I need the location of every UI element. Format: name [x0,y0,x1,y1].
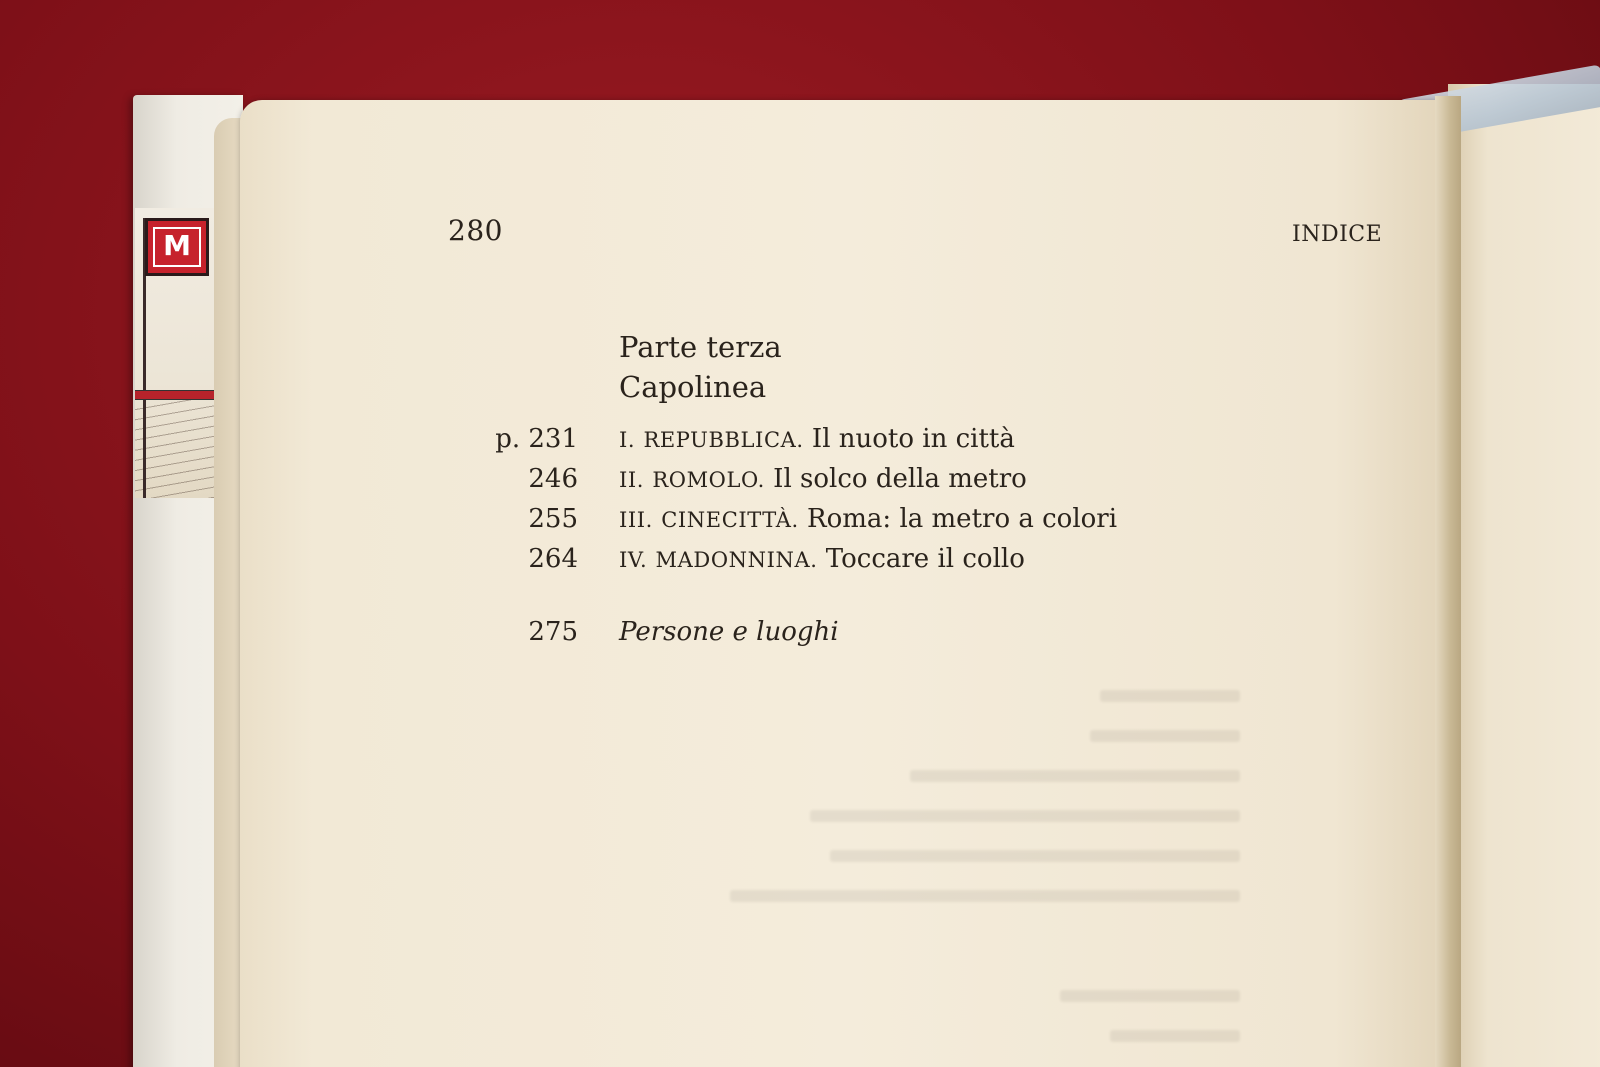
chapter-number: I. [619,428,636,452]
chapter-title: Il nuoto in città [811,424,1015,454]
appendix-title: Persone e luoghi [619,617,839,647]
chapter-number: IV. [619,548,648,572]
toc-entry-1 [470,424,1170,464]
toc-entry-text [619,504,1117,534]
running-head: INDICE [1292,222,1383,247]
cover-illustration [135,208,221,498]
metro-sign-icon [145,218,209,276]
chapter-number: II. [619,468,645,492]
metro-sign-letter: M [153,227,201,267]
chapter-title: Il solco della metro [773,464,1027,494]
toc-entry-4 [470,544,1170,584]
table-of-contents [470,424,1170,584]
part-title: Capolinea [619,370,767,404]
page-number: 280 [448,214,503,247]
toc-entry-3 [470,504,1170,544]
chapter-place: REPUBBLICA. [643,428,804,452]
cover-hatching [135,400,221,498]
part-label: Parte terza [619,330,782,364]
chapter-title: Roma: la metro a colori [807,504,1118,534]
toc-entry-text [619,424,1015,454]
toc-entry-text [619,464,1027,494]
toc-entry-2 [470,464,1170,504]
toc-page-number: 255 [528,504,578,534]
toc-page-number: 246 [528,464,578,494]
toc-appendix [470,617,1170,657]
toc-page-number: 264 [528,544,578,574]
chapter-place: MADONNINA. [655,548,818,572]
facing-page [1448,84,1600,1067]
show-through-text [680,690,1240,1050]
toc-page-number: p. 231 [495,424,578,454]
chapter-number: III. [619,508,653,532]
page-gutter [1435,96,1461,1067]
chapter-title: Toccare il collo [825,544,1025,574]
toc-page-number: 275 [528,617,578,647]
toc-entry-text [619,544,1025,574]
cover-stripe [135,390,221,400]
chapter-place: ROMOLO. [652,468,765,492]
chapter-place: CINECITTÀ. [661,508,799,532]
